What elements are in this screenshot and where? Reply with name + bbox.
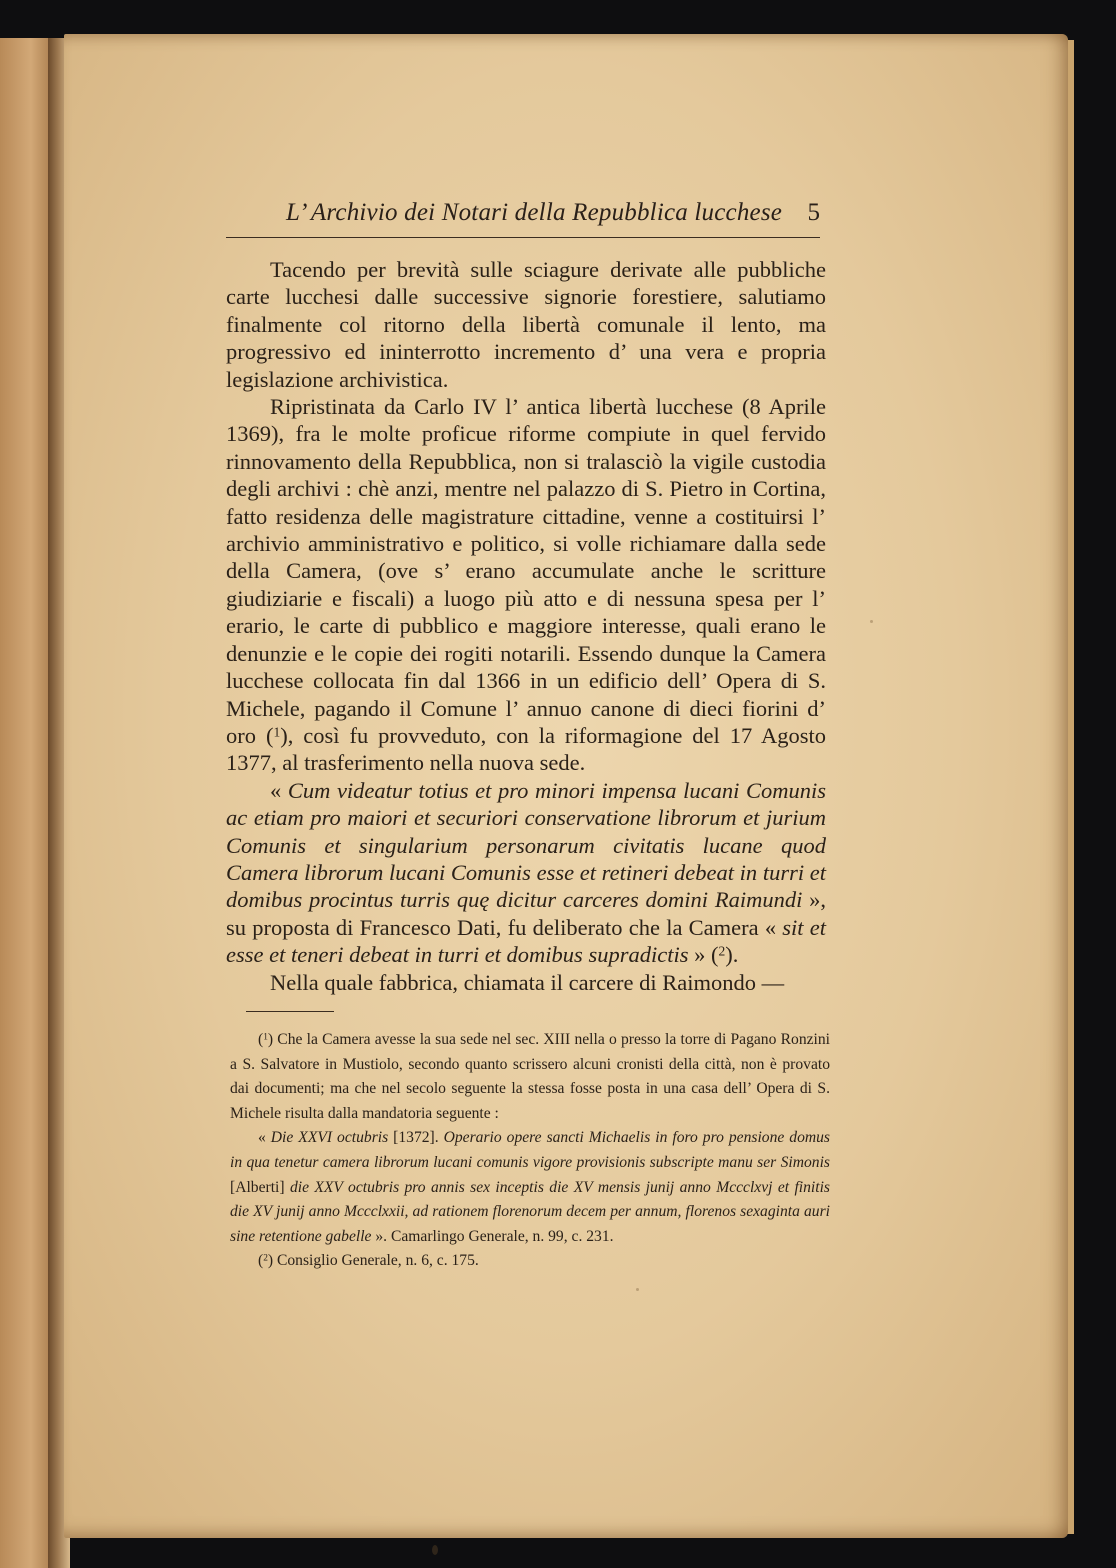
paper-foxing-spot <box>870 620 873 623</box>
footnotes <box>230 1028 830 1274</box>
footnote-2: ($^2$) Consiglio Generale, n. 6, c. 175. <box>258 1252 479 1270</box>
paragraph-1: Tacendo per brevità sulle sciagure derivate alle pubbliche carte lucchesi dalle successive signorie forestiere, salutiamo finalmente col ritorno della libertà comunale il lento, ma progressivo ed ininterrotto incremento d’ una vera e propria legislazione archivistica. <box>226 257 826 392</box>
paragraph-4: Nella quale fabbrica, chiamata il carcere di Raimondo — <box>270 969 785 995</box>
footnote-separator <box>246 1011 334 1012</box>
footnote-ref-1: 1 <box>273 724 281 740</box>
latin-quotation: Cum videatur totius et pro minori impensa lucani Comunis ac etiam pro maiori et securiori conservatione librorum et jurium Comunis et singularium personarum civitatis lucane quod Camera librorum lucani Comunis esse et retineri debeat in turri et domibus procintus turris quę dicitur carceres domini Raimundi <box>226 777 826 913</box>
running-header <box>226 199 820 238</box>
footnote-ref-2: 2 <box>718 943 726 959</box>
footnote-1: ($^1$) Che la Camera avesse la sua sede nel sec. XIII nella o presso la torre di Pagano Ronzini a S. Salvatore in Mustiolo, secondo quanto scrissero alcuni cronisti della città, non è provato dai documenti; ma che nel secolo seguente la stessa fosse posta in una casa dell’ Opera di S. Michele risulta dalla mandatoria seguente : <box>230 1031 830 1122</box>
latin-quotation-2: sit et esse et teneri debeat in turri et domibus supradictis <box>226 914 827 968</box>
running-title: L’ Archivio dei Notari della Repubblica lucchese <box>286 199 783 226</box>
paragraph-2: Ripristinata da Carlo IV l’ antica libertà lucchese (8 Aprile 1369), fra le molte proficue riforme compiute in quel fervido rinnovamento della Repubblica, non si tralasciò la vigile custodia degli archivi : chè anzi, mentre nel palazzo di S. Pietro in Cortina, fatto residenza delle magistrature cittadine, venne a costituirsi l’ archivio amministrativo e politico, si volle richiamare dalla sede della Camera, (ove s’ erano accumulate anche le scritture giudiziarie e fiscali) a luogo più atto e di nessuna spesa per l’ erario, le carte di pubblico e maggiore interesse, quali erano le denunzie e le copie dei rogiti notarili. Essendo dunque la Camera lucchese collocata fin dal 1366 in un edificio dell’ Opera di S. Michele, pagando il Comune l’ annuo canone di dieci fiorini d’ oro ($^1$), così fu provveduto, con la riformagione del 17 Agosto 1377, al trasferimento nella nuova sede. <box>226 394 826 776</box>
paper-foxing-spot <box>432 1545 438 1555</box>
paragraph-3-quotation: « Cum videatur totius et pro minori impensa lucani Comunis ac etiam pro maiori et securiori conservatione librorum et jurium Comunis et singularium personarum civitatis lucane quod Camera librorum lucani Comunis esse et retineri debeat in turri et domibus procintus turris quę dicitur carceres domini Raimundi », su proposta di Francesco Dati, fu deliberato che la Camera « sit et esse et teneri debeat in turri et domibus supradictis » ($^2$). <box>226 777 827 968</box>
page-number: 5 <box>807 199 820 226</box>
paper-foxing-spot <box>636 1288 639 1291</box>
main-text <box>226 256 826 996</box>
footnote-1-quotation: « Die XXVI octubris [1372]. Operario opere sancti Michaelis in foro pro pensione domus in qua tenetur camera librorum lucani comunis vigore provisionis subscripte manu ser Simonis [Alberti] die XXV octubris pro annis sex inceptis die XV mensis junij anno Mccclxvj et finitis die XV junij anno Mccclxxii, ad rationem florenorum decem per annum, florenos sexaginta auri sine retentione gabelle ». Camarlingo Generale, n. 99, c. 231. <box>230 1129 830 1245</box>
